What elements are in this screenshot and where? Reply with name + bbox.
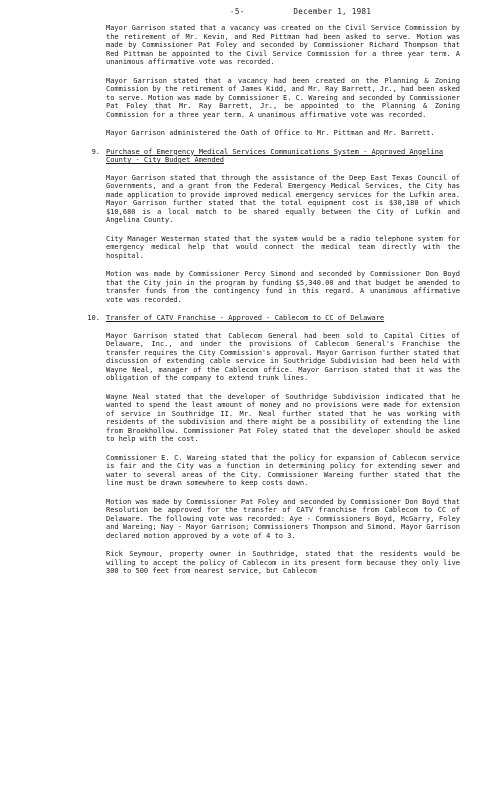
minutes-paragraph: Mayor Garrison stated that a vacancy had been created on the Planning & Zoning Commission by the retirement of James Kidd, and Mr. Ray Barrett, Jr., had been asked to serve. Motion was made by Commissioner E. C. Wareing and seconded by Commissioner Pat Foley that Mr. Ray Barrett, Jr., be appointed to the Planning & Zoning Commission for a three year term. A unanimous affirmative vote was recorded. [106,76,461,119]
minutes-paragraph: Motion was made by Commissioner Pat Foley and seconded by Commissioner Don Boyd that Resolution be approved for the transfer of CATV franchise from Cablecom to CC of Delaware. The following vote was recorded: Aye - Commissioners Boyd, McGarry, Foley and Wareing; Nay - Mayor Garrison; Commissioners Thompson and Simond. Mayor Garrison declared motion approved by a vote of 4 to 3. [106,497,461,540]
minutes-paragraph: Mayor Garrison administered the Oath of Office to Mr. Pittman and Mr. Barrett. [106,129,435,137]
minutes-paragraph: City Manager Westerman stated that the system would be a radio telephone system for emergency medical help that would connect the medical team directly with the hospital. [106,234,460,260]
agenda-item [58,314,460,323]
agenda-item-title: Purchase of Emergency Medical Services Communications System - Approved Angelina County - City Budget Amended [106,147,444,164]
minutes-paragraph: Motion was made by Commissioner Percy Simond and seconded by Commissioner Don Boyd that the City join in the program by funding $5,340.00 and that budget be amended to transfer funds from the contingency fund in this regard. A unanimous affirmative vote was recorded. [106,270,461,304]
minutes-paragraph: Mayor Garrison stated that a vacancy was created on the Civil Service Commission by the retirement of Mr. Kevin, and Red Pittman had been asked to serve. Motion was made by Commissioner Pat Foley and seconded by Commissioner Richard Thompson that Red Pittman be appointed to the Civil Service Commission for a three year term. A unanimous affirmative vote was recorded. [106,24,460,66]
agenda-item [58,148,460,165]
agenda-item-number: 9. [91,147,100,156]
minutes-paragraph: Wayne Neal stated that the developer of Southridge Subdivision indicated that he wanted to spend the least amount of money and no provisions were made for extension of service in Southridge II. Mr. Neal further stated that he was working with residents of the subdivision and there might be a possibility of extending the line from Brookhollow. Commissioner Pat Foley stated that the developer should be asked to help with the cost. [106,392,460,443]
page-header [230,7,371,16]
agenda-item-number: 10. [87,314,100,322]
minutes-paragraph: Commissioner E. C. Wareing stated that the policy for expansion of Cablecom service is fair and the City was a function in determining policy for extending sewer and water to several areas of the City. Commissioner Wareing further stated that the line must be drawn somewhere to keep costs down. [106,453,460,487]
minutes-body [58,24,460,576]
minutes-paragraph: Mayor Garrison stated that through the assistance of the Deep East Texas Council of Governments, and a grant from the Federal Emergency Medical Services, the City has made application to provide improved medical emergency services for the Lufkin area. Mayor Garrison further stated that the total equipment cost is $30,180 of which $10,680 is a local match to be shared equally between the City of Lufkin and Angelina County. [106,173,461,224]
minutes-paragraph: Mayor Garrison stated that Cablecom General had been sold to Capital Cities of Delaware, Inc., and under the provisions of Cablecom General's Franchise the transfer requires the City Commission's approval. Mayor Garrison further stated that discussion of extending cable service in Southridge Subdivision had been held with Wayne Neal, manager of the Cablecom office. Mayor Garrison stated that it was the obligation of the company to extend trunk lines. [106,331,461,382]
agenda-item-title: Transfer of CATV Franchise - Approved - Cablecom to CC of Delaware [106,314,385,322]
page-number: -5- [230,7,245,16]
meeting-date: December 1, 1981 [293,7,372,16]
minutes-paragraph: Rick Seymour, property owner in Southridge, stated that the residents would be willing to accept the policy of Cablecom in its present form because they only live 300 to 500 feet from nearest service, but Cablecom [106,550,460,575]
